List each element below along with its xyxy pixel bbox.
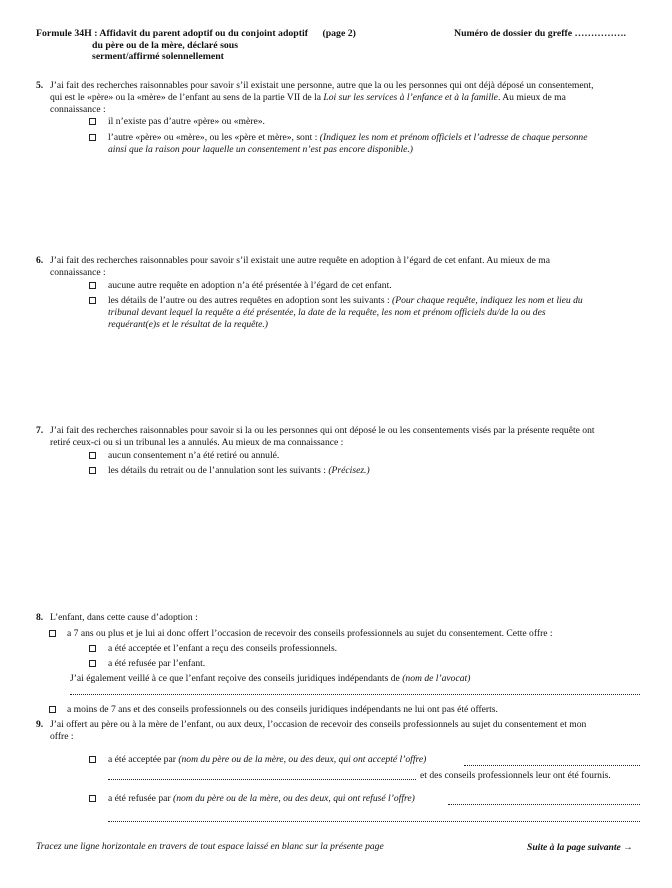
s8-lawyer-name-field[interactable]	[70, 693, 640, 695]
s9-accepted-name-field[interactable]	[464, 764, 640, 766]
s9-checkbox-accepted[interactable]	[89, 756, 96, 763]
s8-checkbox-refused[interactable]	[89, 660, 96, 667]
s8-lawyer-statement: J’ai également veillé à ce que l’enfant reçoive des conseils juridiques indépendants de (nom de l’avocat)	[70, 673, 471, 684]
s8-checkbox-under-seven[interactable]	[49, 706, 56, 713]
section-6-text-line-2: connaissance :	[50, 267, 106, 278]
s7-option-withdrawal-details: les détails du retrait ou de l’annulation sont les suivants : (Précisez.)	[108, 465, 370, 476]
s6-checkbox-other-application[interactable]	[89, 297, 96, 304]
section-7-text-line-1: J’ai fait des recherches raisonnables pour savoir si la ou les personnes qui ont déposé le ou les consentements visés par la présente requête ont	[50, 425, 595, 436]
s8-sub-option-accepted: a été acceptée et l’enfant a reçu des conseils professionnels.	[108, 643, 338, 654]
section-6-text-line-1: J’ai fait des recherches raisonnables pour savoir s’il existait une autre requête en adoption à l’égard de cet enfant. Au mieux de ma	[50, 255, 551, 266]
s6-option-instructions-line-2: requérant(e)s et le résultat de la requête.)	[108, 319, 268, 330]
s8-option-under-seven: a moins de 7 ans et des conseils professionnels ou des conseils juridiques indépendants ne lui ont pas été offerts.	[67, 704, 498, 715]
s8-sub-option-refused: a été refusée par l’enfant.	[108, 658, 206, 669]
section-8-text: L’enfant, dans cette cause d’adoption :	[50, 612, 198, 623]
s7-checkbox-no-withdrawal[interactable]	[89, 452, 96, 459]
form-title: Formule 34H : Affidavit du parent adoptif ou du conjoint adoptif	[36, 28, 308, 39]
s9-accepted-advice-provided: et des conseils professionnels leur ont été fournis.	[420, 770, 611, 781]
form-title-line-1	[36, 28, 356, 40]
section-5-text-line-3: connaissance :	[50, 104, 106, 115]
section-9-number: 9.	[36, 719, 44, 730]
s9-accepted-name-field-continued[interactable]	[108, 778, 416, 780]
form-title-line-2: du père ou de la mère, déclaré sous	[92, 40, 239, 51]
section-5-text-line-2: qui est le «père» ou la «mère» de l’enfant au sens de la partie VII de la Loi sur les services à l’enfance et à la famille. Au mieux de ma	[50, 92, 566, 103]
section-5-text-line-1: J’ai fait des recherches raisonnables pour savoir s’il existait une personne, autre que la ou les personnes qui ont déjà déposé un consentement,	[50, 80, 594, 91]
section-6-number: 6.	[36, 255, 44, 266]
s9-checkbox-refused[interactable]	[89, 795, 96, 802]
s9-option-refused: a été refusée par (nom du père ou de la mère, ou des deux, qui ont refusé l’offre)	[108, 793, 415, 804]
page-label: (page 2)	[322, 28, 356, 39]
s8-option-seven-or-older: a 7 ans ou plus et je lui ai donc offert l’occasion de recevoir des conseils professionnels au sujet du consentement. Cette offre :	[67, 628, 553, 639]
continued-on-next-page: Suite à la page suivante →	[527, 842, 633, 853]
s9-refused-name-field-continued[interactable]	[108, 820, 640, 822]
act-name: Loi sur les services à l’enfance et à la famille	[323, 92, 498, 103]
s8-checkbox-accepted[interactable]	[89, 645, 96, 652]
s7-option-no-withdrawal: aucun consentement n’a été retiré ou annulé.	[108, 450, 280, 461]
footer-instruction: Tracez une ligne horizontale en travers de tout espace laissé en blanc sur la présente page	[36, 841, 384, 852]
s8-checkbox-seven-or-older[interactable]	[49, 630, 56, 637]
s5-option-other-parent: l’autre «père» ou «mère», ou les «père et mère», sont : (Indiquez les nom et prénom officiels et l’adresse de chaque personne	[108, 132, 588, 143]
court-file-number-label: Numéro de dossier du greffe …………….	[454, 28, 626, 39]
section-7-number: 7.	[36, 425, 44, 436]
s6-option-instructions-line-1: tribunal devant lequel la requête a été présentée, la date de la requête, les nom et prénom officiels du/de la ou des	[108, 307, 546, 318]
s5-option-other-parent-instructions: ainsi que la raison pour laquelle un consentement n’est pas encore disponible.)	[108, 144, 413, 155]
form-title-line-3: serment/affirmé solennellement	[92, 51, 224, 62]
s7-checkbox-withdrawal-details[interactable]	[89, 467, 96, 474]
s6-option-other-application: les détails de l’autre ou des autres requêtes en adoption sont les suivants : (Pour chaque requête, indiquez les nom et lieu du	[108, 295, 583, 306]
section-8-number: 8.	[36, 612, 44, 623]
s9-option-accepted: a été acceptée par (nom du père ou de la mère, ou des deux, qui ont accepté l’offre)	[108, 754, 427, 765]
s5-checkbox-other-parent[interactable]	[89, 134, 96, 141]
section-9-text-line-1: J’ai offert au père ou à la mère de l’enfant, ou aux deux, l’occasion de recevoir des conseils professionnels au sujet du consentement et mon	[50, 719, 587, 730]
section-7-text-line-2: retiré ceux-ci ou si un tribunal les a annulés. Au mieux de ma connaissance :	[50, 437, 344, 448]
section-5-number: 5.	[36, 80, 44, 91]
s6-checkbox-no-other-application[interactable]	[89, 282, 96, 289]
s6-option-no-other-application: aucune autre requête en adoption n’a été présentée à l’égard de cet enfant.	[108, 280, 392, 291]
s5-checkbox-no-other-parent[interactable]	[89, 118, 96, 125]
s5-option-no-other-parent: il n’existe pas d’autre «père» ou «mère».	[108, 116, 265, 127]
section-9-text-line-2: offre :	[50, 731, 74, 742]
s9-refused-name-field[interactable]	[448, 803, 640, 805]
